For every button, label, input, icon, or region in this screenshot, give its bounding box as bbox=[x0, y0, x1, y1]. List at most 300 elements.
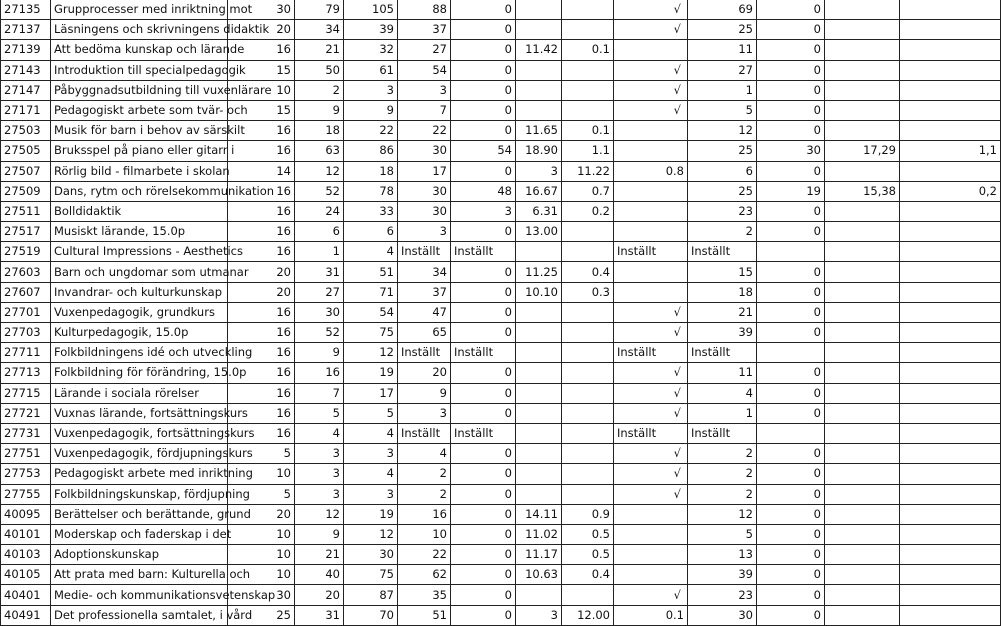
table-cell: 17 bbox=[344, 383, 398, 403]
table-cell: 19 bbox=[344, 363, 398, 383]
table-cell bbox=[516, 403, 562, 423]
course-name-cell: Invandrar- och kulturkunskap bbox=[51, 282, 228, 302]
table-cell: 1 bbox=[688, 403, 757, 423]
table-cell: √ bbox=[614, 585, 688, 605]
table-cell: √ bbox=[614, 484, 688, 504]
table-cell bbox=[825, 605, 900, 625]
table-cell: 0 bbox=[451, 262, 516, 282]
table-cell: 10 bbox=[228, 565, 295, 585]
table-row bbox=[1, 565, 1001, 585]
table-cell bbox=[900, 302, 1001, 322]
table-cell: 0 bbox=[757, 464, 825, 484]
course-name-cell: Pedagogiskt arbete som tvär- och bbox=[51, 100, 228, 120]
table-cell: 40 bbox=[295, 565, 344, 585]
table-cell: 3 bbox=[344, 444, 398, 464]
table-cell: 10 bbox=[228, 524, 295, 544]
table-row bbox=[1, 222, 1001, 242]
table-row bbox=[1, 100, 1001, 120]
table-cell: 11 bbox=[688, 363, 757, 383]
course-code-cell: 27703 bbox=[1, 323, 51, 343]
table-cell bbox=[562, 444, 614, 464]
table-cell: 0 bbox=[451, 464, 516, 484]
course-name-cell: Att bedöma kunskap och lärande bbox=[51, 40, 228, 60]
table-cell: 16 bbox=[228, 242, 295, 262]
table-cell: 5 bbox=[228, 484, 295, 504]
table-row bbox=[1, 0, 1001, 20]
table-cell bbox=[757, 242, 825, 262]
table-cell: Inställt bbox=[688, 423, 757, 443]
table-cell: 30 bbox=[688, 605, 757, 625]
table-cell: 30 bbox=[757, 141, 825, 161]
table-cell bbox=[825, 383, 900, 403]
table-cell: 0 bbox=[757, 484, 825, 504]
table-cell bbox=[825, 323, 900, 343]
course-code-cell: 27517 bbox=[1, 222, 51, 242]
table-cell bbox=[825, 565, 900, 585]
table-cell: 87 bbox=[344, 585, 398, 605]
table-cell: √ bbox=[614, 323, 688, 343]
table-cell: 11.42 bbox=[516, 40, 562, 60]
table-cell: √ bbox=[614, 100, 688, 120]
table-cell bbox=[900, 80, 1001, 100]
table-cell bbox=[516, 323, 562, 343]
table-cell: 30 bbox=[295, 302, 344, 322]
table-cell bbox=[900, 40, 1001, 60]
table-cell: 0.4 bbox=[562, 262, 614, 282]
table-cell: 0.8 bbox=[614, 161, 688, 181]
table-cell bbox=[825, 262, 900, 282]
table-cell: 50 bbox=[295, 60, 344, 80]
table-cell bbox=[516, 80, 562, 100]
table-cell: 4 bbox=[295, 423, 344, 443]
table-cell: 22 bbox=[344, 121, 398, 141]
table-cell: 25 bbox=[688, 20, 757, 40]
table-cell: 10 bbox=[228, 464, 295, 484]
table-cell bbox=[825, 363, 900, 383]
course-code-cell: 27135 bbox=[1, 0, 51, 20]
table-cell: 51 bbox=[398, 605, 451, 625]
course-name-cell: Läsningens och skrivningens didaktik bbox=[51, 20, 228, 40]
table-cell bbox=[900, 242, 1001, 262]
table-cell bbox=[516, 60, 562, 80]
table-cell: 1 bbox=[688, 80, 757, 100]
table-cell: 0 bbox=[757, 100, 825, 120]
table-cell bbox=[562, 585, 614, 605]
table-cell: 18 bbox=[295, 121, 344, 141]
table-cell: 0 bbox=[451, 100, 516, 120]
table-cell bbox=[614, 121, 688, 141]
table-cell: 12 bbox=[295, 161, 344, 181]
table-cell bbox=[562, 363, 614, 383]
table-cell bbox=[900, 0, 1001, 20]
table-cell bbox=[900, 201, 1001, 221]
table-cell bbox=[614, 545, 688, 565]
table-cell: 16 bbox=[228, 323, 295, 343]
table-cell: 6 bbox=[295, 222, 344, 242]
table-cell bbox=[825, 222, 900, 242]
table-cell: 9 bbox=[295, 524, 344, 544]
table-cell: 0 bbox=[451, 545, 516, 565]
table-cell: 30 bbox=[228, 0, 295, 20]
table-cell: 0 bbox=[451, 363, 516, 383]
table-cell: 4 bbox=[344, 423, 398, 443]
table-cell: 15 bbox=[228, 100, 295, 120]
table-cell: Inställt bbox=[614, 242, 688, 262]
table-cell: 48 bbox=[451, 181, 516, 201]
table-cell bbox=[516, 20, 562, 40]
table-row bbox=[1, 444, 1001, 464]
table-cell bbox=[825, 343, 900, 363]
table-cell: 13.00 bbox=[516, 222, 562, 242]
table-cell: 105 bbox=[344, 0, 398, 20]
table-row bbox=[1, 545, 1001, 565]
table-cell: √ bbox=[614, 403, 688, 423]
table-cell bbox=[516, 383, 562, 403]
table-cell bbox=[614, 201, 688, 221]
table-cell bbox=[562, 302, 614, 322]
table-cell bbox=[900, 121, 1001, 141]
table-cell bbox=[614, 262, 688, 282]
table-cell: 54 bbox=[344, 302, 398, 322]
course-name-cell: Bruksspel på piano eller gitarr i bbox=[51, 141, 228, 161]
table-cell: 0 bbox=[451, 585, 516, 605]
table-cell bbox=[900, 323, 1001, 343]
table-cell: 17 bbox=[398, 161, 451, 181]
course-code-cell: 27715 bbox=[1, 383, 51, 403]
table-cell: 51 bbox=[344, 262, 398, 282]
table-cell: 22 bbox=[398, 545, 451, 565]
table-row bbox=[1, 282, 1001, 302]
table-cell: 35 bbox=[398, 585, 451, 605]
table-cell: 88 bbox=[398, 0, 451, 20]
table-cell: 14 bbox=[228, 161, 295, 181]
table-cell: 10 bbox=[228, 80, 295, 100]
course-code-cell: 27509 bbox=[1, 181, 51, 201]
table-cell: 37 bbox=[398, 20, 451, 40]
table-cell: 65 bbox=[398, 323, 451, 343]
table-cell: 13 bbox=[688, 545, 757, 565]
course-code-cell: 27137 bbox=[1, 20, 51, 40]
course-name-cell: Medie- och kommunikationsvetenskap bbox=[51, 585, 228, 605]
course-code-cell: 27519 bbox=[1, 242, 51, 262]
table-cell: 21 bbox=[688, 302, 757, 322]
table-cell: 2 bbox=[398, 484, 451, 504]
table-cell: √ bbox=[614, 80, 688, 100]
table-cell bbox=[900, 504, 1001, 524]
table-cell: 0 bbox=[451, 524, 516, 544]
table-row bbox=[1, 363, 1001, 383]
table-cell: 16 bbox=[228, 181, 295, 201]
table-cell: 54 bbox=[398, 60, 451, 80]
table-cell: 10 bbox=[228, 545, 295, 565]
table-cell bbox=[900, 363, 1001, 383]
table-cell: 16 bbox=[228, 141, 295, 161]
table-cell bbox=[900, 262, 1001, 282]
table-cell bbox=[900, 20, 1001, 40]
table-cell bbox=[562, 20, 614, 40]
table-cell: 0 bbox=[451, 504, 516, 524]
table-cell: 15,38 bbox=[825, 181, 900, 201]
table-cell bbox=[825, 585, 900, 605]
table-cell: 3 bbox=[398, 222, 451, 242]
table-cell bbox=[825, 464, 900, 484]
table-cell: 34 bbox=[398, 262, 451, 282]
table-cell: 0 bbox=[757, 161, 825, 181]
table-cell: 30 bbox=[398, 181, 451, 201]
table-cell: 0 bbox=[757, 201, 825, 221]
table-cell bbox=[900, 383, 1001, 403]
table-cell: 19 bbox=[757, 181, 825, 201]
table-cell: 16 bbox=[228, 343, 295, 363]
table-cell bbox=[825, 484, 900, 504]
table-cell: 3 bbox=[516, 161, 562, 181]
table-cell: 52 bbox=[295, 181, 344, 201]
course-code-cell: 27505 bbox=[1, 141, 51, 161]
table-cell bbox=[825, 100, 900, 120]
table-cell: 3 bbox=[516, 605, 562, 625]
table-cell bbox=[516, 0, 562, 20]
course-code-cell: 27511 bbox=[1, 201, 51, 221]
table-cell bbox=[900, 423, 1001, 443]
table-cell: 54 bbox=[451, 141, 516, 161]
table-cell: 52 bbox=[295, 323, 344, 343]
table-cell: 0 bbox=[757, 585, 825, 605]
table-cell: 16 bbox=[398, 504, 451, 524]
table-cell: Inställt bbox=[398, 343, 451, 363]
table-cell: 11.22 bbox=[562, 161, 614, 181]
table-cell: 0 bbox=[757, 565, 825, 585]
table-cell: 3 bbox=[344, 484, 398, 504]
table-cell: 0 bbox=[757, 80, 825, 100]
table-cell: 9 bbox=[398, 383, 451, 403]
table-cell: 16 bbox=[228, 201, 295, 221]
table-cell bbox=[516, 302, 562, 322]
table-cell: 47 bbox=[398, 302, 451, 322]
table-cell: 27 bbox=[295, 282, 344, 302]
table-cell: 20 bbox=[398, 363, 451, 383]
table-cell: 12 bbox=[688, 121, 757, 141]
table-cell: 30 bbox=[228, 585, 295, 605]
course-code-cell: 27139 bbox=[1, 40, 51, 60]
table-cell: 11.02 bbox=[516, 524, 562, 544]
table-cell: 10 bbox=[398, 524, 451, 544]
table-cell: 5 bbox=[295, 403, 344, 423]
table-cell: 12 bbox=[688, 504, 757, 524]
table-cell: 0 bbox=[451, 0, 516, 20]
table-cell: 0 bbox=[451, 383, 516, 403]
course-code-cell: 27147 bbox=[1, 80, 51, 100]
table-cell: 27 bbox=[398, 40, 451, 60]
course-code-cell: 40103 bbox=[1, 545, 51, 565]
course-name-cell: Barn och ungdomar som utmanar bbox=[51, 262, 228, 282]
table-cell: 6.31 bbox=[516, 201, 562, 221]
table-cell: 3 bbox=[295, 484, 344, 504]
table-cell bbox=[900, 464, 1001, 484]
course-code-cell: 27143 bbox=[1, 60, 51, 80]
course-code-cell: 40101 bbox=[1, 524, 51, 544]
table-cell: 63 bbox=[295, 141, 344, 161]
table-cell: Inställt bbox=[451, 423, 516, 443]
table-cell: 0 bbox=[757, 262, 825, 282]
table-body bbox=[1, 0, 1001, 625]
table-cell: 0 bbox=[757, 524, 825, 544]
table-cell: Inställt bbox=[688, 242, 757, 262]
course-code-cell: 40491 bbox=[1, 605, 51, 625]
table-cell bbox=[562, 222, 614, 242]
table-cell bbox=[562, 242, 614, 262]
table-row bbox=[1, 323, 1001, 343]
table-cell: Inställt bbox=[614, 343, 688, 363]
table-row bbox=[1, 181, 1001, 201]
course-code-cell: 40401 bbox=[1, 585, 51, 605]
table-cell bbox=[516, 363, 562, 383]
table-cell: 18 bbox=[688, 282, 757, 302]
table-cell: 16.67 bbox=[516, 181, 562, 201]
table-cell: 3 bbox=[344, 80, 398, 100]
table-row bbox=[1, 161, 1001, 181]
table-cell: 22 bbox=[398, 121, 451, 141]
table-row bbox=[1, 20, 1001, 40]
table-cell: 9 bbox=[295, 100, 344, 120]
course-code-cell: 27507 bbox=[1, 161, 51, 181]
table-cell: 0 bbox=[451, 20, 516, 40]
table-cell: 34 bbox=[295, 20, 344, 40]
table-cell: 0 bbox=[757, 302, 825, 322]
table-cell: 20 bbox=[228, 504, 295, 524]
table-cell: 62 bbox=[398, 565, 451, 585]
table-cell bbox=[900, 605, 1001, 625]
table-cell: 3 bbox=[398, 80, 451, 100]
table-cell: 31 bbox=[295, 605, 344, 625]
table-cell: 3 bbox=[398, 403, 451, 423]
table-cell bbox=[562, 100, 614, 120]
table-cell bbox=[562, 80, 614, 100]
table-cell: 0 bbox=[451, 484, 516, 504]
table-cell bbox=[900, 282, 1001, 302]
table-cell bbox=[825, 504, 900, 524]
course-name-cell: Rörlig bild - filmarbete i skolan bbox=[51, 161, 228, 181]
table-cell: 5 bbox=[688, 524, 757, 544]
table-cell: Inställt bbox=[688, 343, 757, 363]
course-name-cell: Adoptionskunskap bbox=[51, 545, 228, 565]
table-cell: 4 bbox=[688, 383, 757, 403]
table-cell: 39 bbox=[688, 323, 757, 343]
table-cell: 75 bbox=[344, 323, 398, 343]
table-cell: 0 bbox=[451, 121, 516, 141]
table-cell bbox=[614, 222, 688, 242]
table-cell: 0.5 bbox=[562, 524, 614, 544]
table-cell bbox=[825, 161, 900, 181]
table-cell: 0.1 bbox=[562, 121, 614, 141]
course-code-cell: 27751 bbox=[1, 444, 51, 464]
table-cell: 2 bbox=[295, 80, 344, 100]
table-cell: 5 bbox=[344, 403, 398, 423]
table-cell: 24 bbox=[295, 201, 344, 221]
table-cell bbox=[900, 484, 1001, 504]
table-cell: 11.25 bbox=[516, 262, 562, 282]
table-cell: 0 bbox=[451, 161, 516, 181]
table-cell: 37 bbox=[398, 282, 451, 302]
table-cell bbox=[614, 282, 688, 302]
table-cell: 9 bbox=[344, 100, 398, 120]
table-cell: √ bbox=[614, 60, 688, 80]
table-cell: 2 bbox=[688, 444, 757, 464]
table-cell: 0 bbox=[451, 444, 516, 464]
course-code-cell: 27711 bbox=[1, 343, 51, 363]
table-cell: 21 bbox=[295, 40, 344, 60]
table-cell: 10.63 bbox=[516, 565, 562, 585]
course-code-cell: 27755 bbox=[1, 484, 51, 504]
table-cell: 3 bbox=[295, 464, 344, 484]
table-cell: 0 bbox=[451, 565, 516, 585]
table-cell: Inställt bbox=[614, 423, 688, 443]
table-cell bbox=[825, 444, 900, 464]
table-cell bbox=[900, 585, 1001, 605]
table-cell: 0 bbox=[451, 403, 516, 423]
table-cell: 16 bbox=[228, 222, 295, 242]
table-cell: 0.7 bbox=[562, 181, 614, 201]
table-cell: 0 bbox=[757, 323, 825, 343]
table-cell: 20 bbox=[228, 20, 295, 40]
table-cell: 11 bbox=[688, 40, 757, 60]
table-cell bbox=[825, 60, 900, 80]
table-cell: √ bbox=[614, 383, 688, 403]
table-cell: 2 bbox=[688, 222, 757, 242]
table-cell: 6 bbox=[688, 161, 757, 181]
course-name-cell: Folkbildning för förändring, 15.0p bbox=[51, 363, 228, 383]
table-cell: 27 bbox=[688, 60, 757, 80]
table-cell bbox=[562, 484, 614, 504]
table-cell: 20 bbox=[228, 282, 295, 302]
table-cell: 0 bbox=[451, 60, 516, 80]
table-row bbox=[1, 524, 1001, 544]
table-cell: 0 bbox=[451, 605, 516, 625]
table-row bbox=[1, 80, 1001, 100]
table-cell: 16 bbox=[295, 363, 344, 383]
table-cell: 0.4 bbox=[562, 565, 614, 585]
table-cell bbox=[825, 0, 900, 20]
table-cell bbox=[516, 484, 562, 504]
course-name-cell: Lärande i sociala rörelser bbox=[51, 383, 228, 403]
table-cell: Inställt bbox=[398, 242, 451, 262]
table-row bbox=[1, 343, 1001, 363]
table-row bbox=[1, 201, 1001, 221]
table-cell: 25 bbox=[228, 605, 295, 625]
table-cell bbox=[900, 343, 1001, 363]
table-cell: 16 bbox=[228, 363, 295, 383]
table-cell bbox=[825, 121, 900, 141]
table-cell: 2 bbox=[688, 464, 757, 484]
table-row bbox=[1, 585, 1001, 605]
table-cell: Inställt bbox=[398, 423, 451, 443]
table-cell bbox=[516, 343, 562, 363]
table-cell bbox=[562, 60, 614, 80]
table-cell: 30 bbox=[344, 545, 398, 565]
table-cell: 79 bbox=[295, 0, 344, 20]
table-cell: 0 bbox=[451, 323, 516, 343]
table-cell bbox=[516, 242, 562, 262]
table-cell: 2 bbox=[398, 464, 451, 484]
table-cell bbox=[825, 403, 900, 423]
table-cell: 86 bbox=[344, 141, 398, 161]
course-name-cell: Vuxenpedagogik, fortsättningskurs bbox=[51, 423, 228, 443]
table-cell: 61 bbox=[344, 60, 398, 80]
table-cell bbox=[825, 20, 900, 40]
table-cell: 25 bbox=[688, 141, 757, 161]
table-cell: 17,29 bbox=[825, 141, 900, 161]
course-code-cell: 27731 bbox=[1, 423, 51, 443]
table-cell bbox=[516, 444, 562, 464]
